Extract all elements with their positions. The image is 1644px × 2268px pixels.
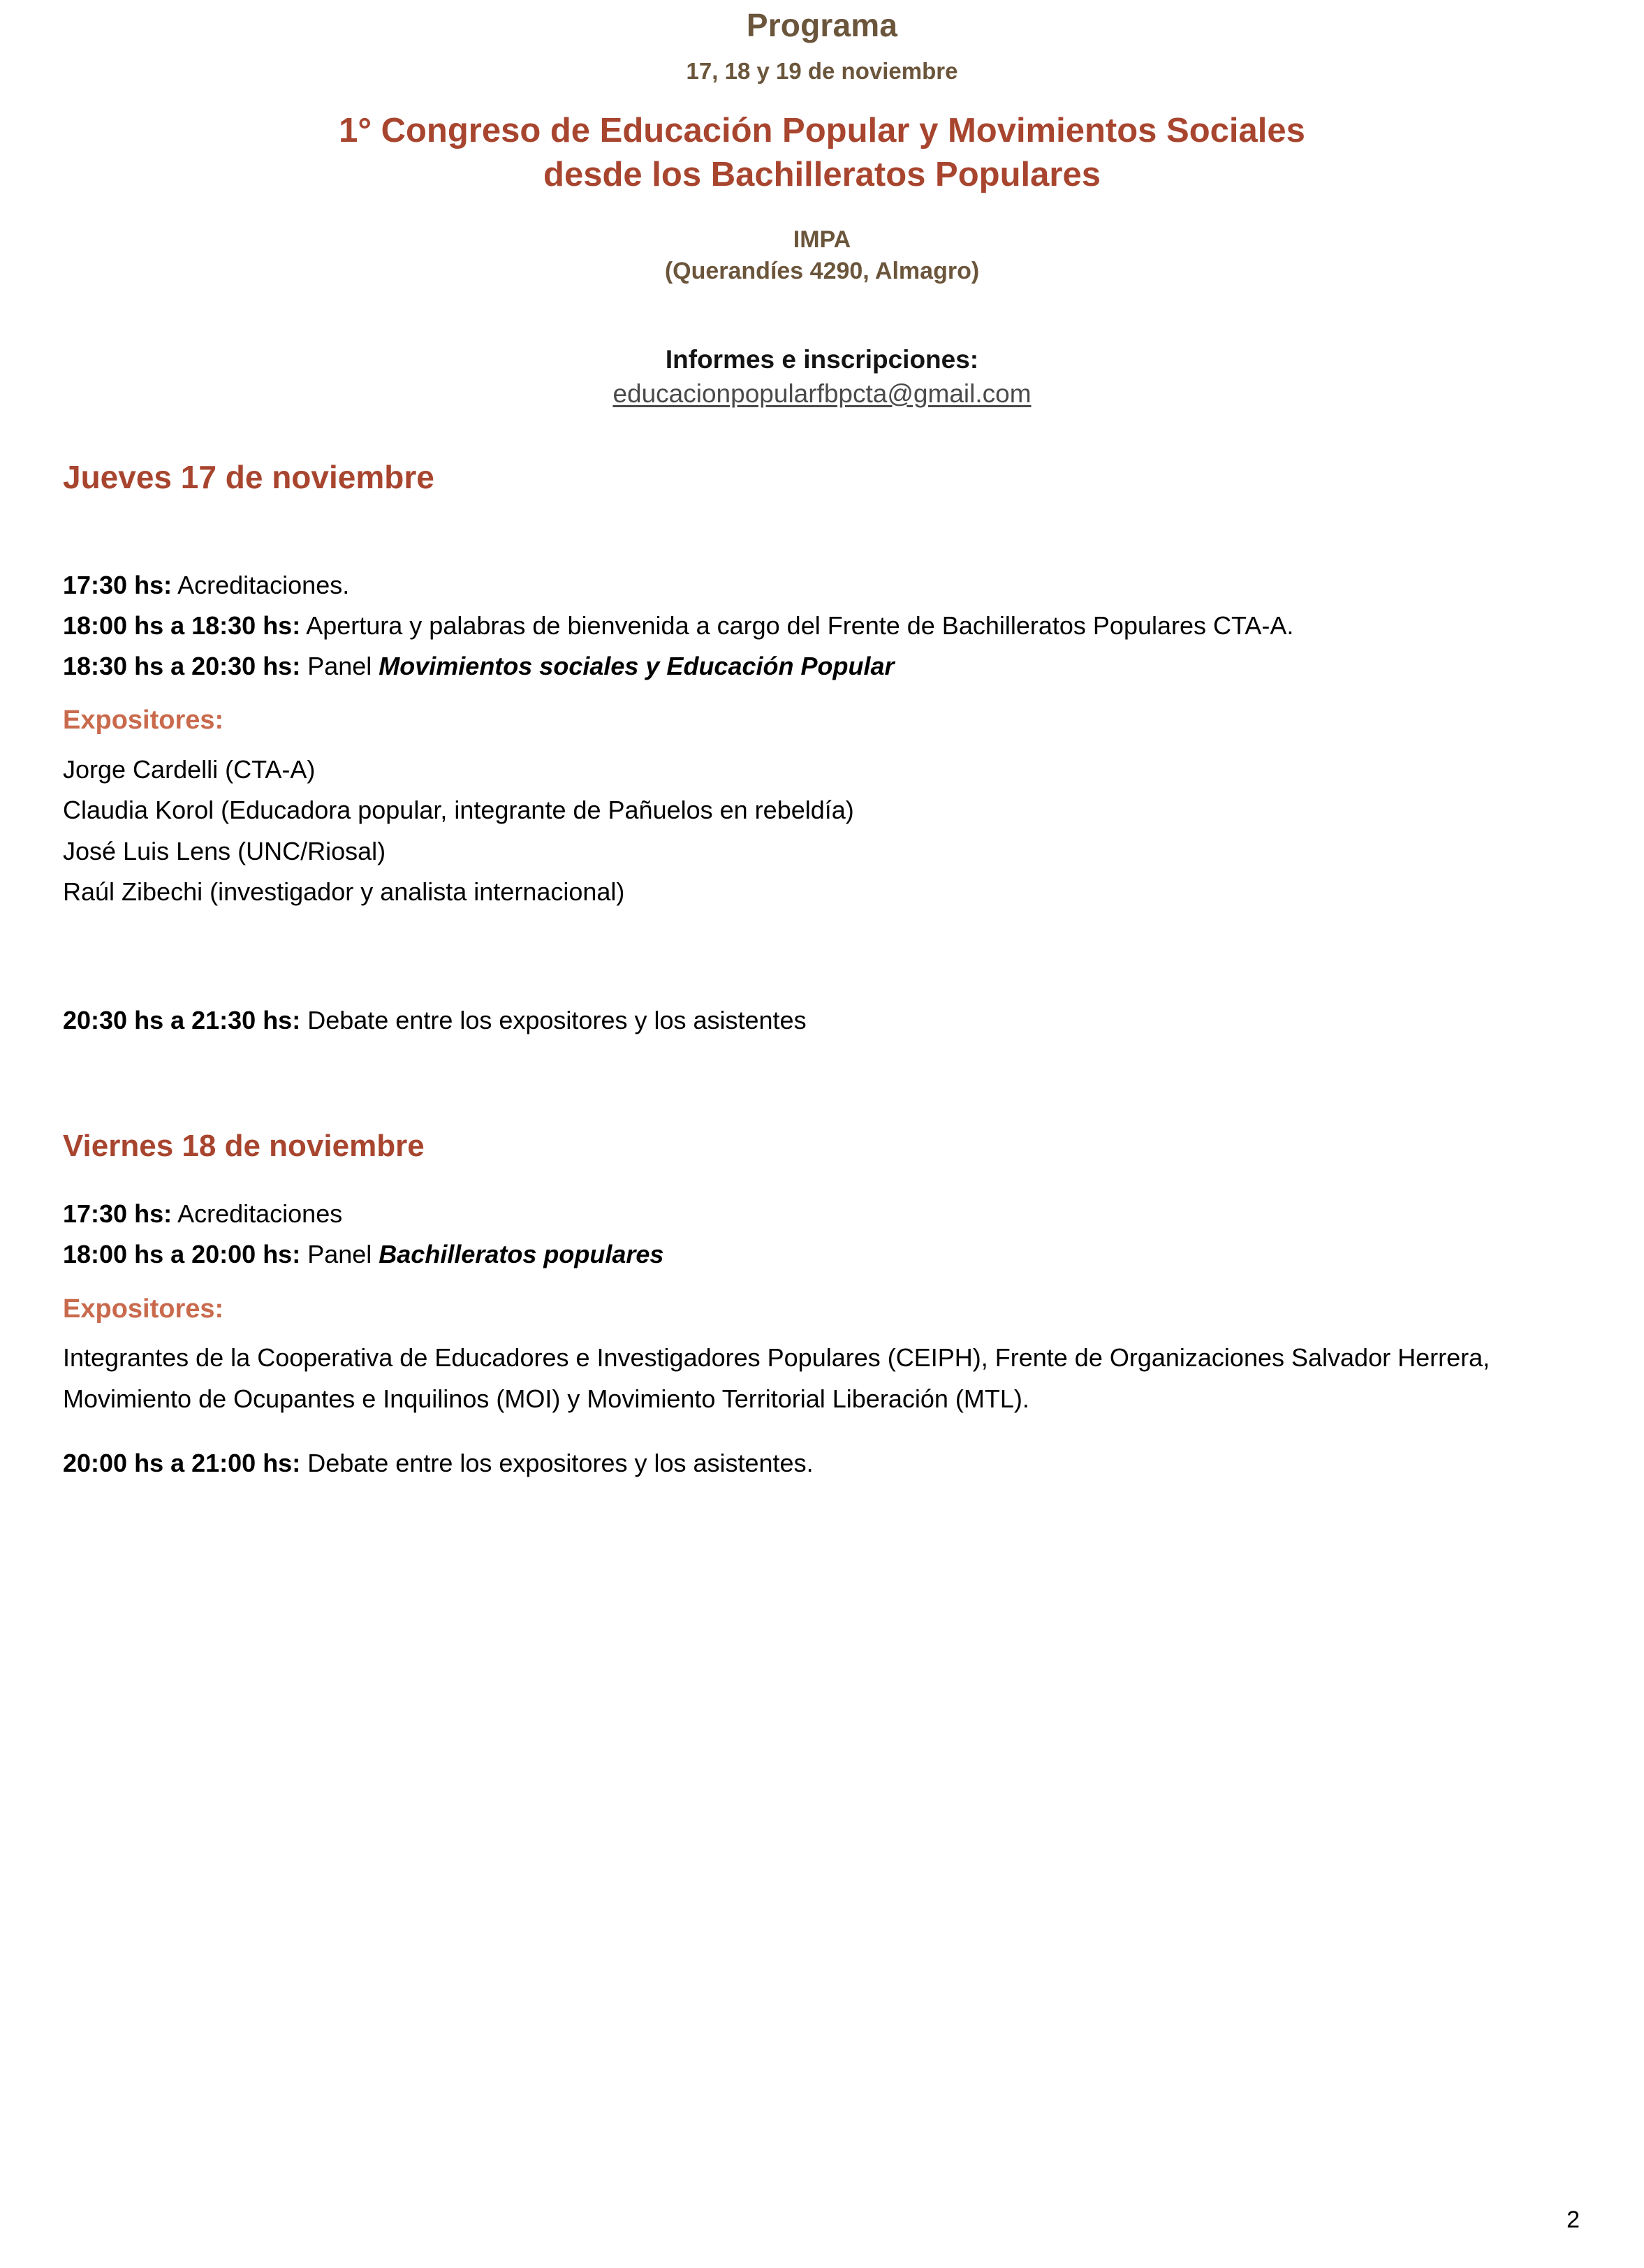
schedule-entry	[63, 646, 1581, 687]
venue-address: (Querandíes 4290, Almagro)	[664, 258, 980, 285]
expositores-label-viernes: Expositores:	[63, 1294, 224, 1324]
day-section-jueves	[63, 460, 1581, 1041]
expositor-item: Claudia Korol (Educadora popular, integrante de Pañuelos en rebeldía)	[63, 796, 854, 825]
congress-title-line1: 1° Congreso de Educación Popular y Movimientos Sociales	[339, 111, 1305, 149]
expositor-item: Jorge Cardelli (CTA-A)	[63, 755, 316, 784]
schedule-entry	[63, 1234, 1581, 1275]
day-heading-viernes: Viernes 18 de noviembre	[63, 1128, 425, 1163]
entry-panel-title: Bachilleratos populares	[379, 1240, 664, 1269]
schedule-entry	[63, 565, 1581, 606]
entry-time: 17:30 hs:	[63, 1199, 173, 1229]
expositores-label-jueves: Expositores:	[63, 705, 224, 736]
congress-title-line2: desde los Bachilleratos Populares	[543, 155, 1101, 193]
expositores-paragraph-viernes: Integrantes de la Cooperativa de Educadores e Investigadores Populares (CEIPH), Frente de Organizaciones Salvador Herrera, Movimiento de Ocupantes e Inquilinos (MOI) y Movimiento Territorial Liberación (MTL).	[63, 1343, 1490, 1413]
entry-text: Acreditaciones	[172, 1199, 343, 1229]
day-section-viernes	[63, 1129, 1581, 1484]
entry-text: Acreditaciones.	[172, 570, 350, 599]
contact-label: Informes e inscripciones:	[665, 345, 979, 374]
entry-text: Panel	[300, 1240, 379, 1269]
entry-time: 18:00 hs a 18:30 hs:	[63, 610, 301, 640]
contact-email-link[interactable]: educacionpopularfbpcta@gmail.com	[612, 379, 1032, 408]
congress-title	[0, 109, 1644, 196]
expositor-item: Raúl Zibechi (investigador y analista internacional)	[63, 877, 625, 906]
schedule-entry	[63, 1194, 1581, 1234]
entry-time: 18:30 hs a 20:30 hs:	[63, 652, 301, 681]
entry-time: 18:00 hs a 20:00 hs:	[63, 1240, 301, 1269]
entry-text: Apertura y palabras de bienvenida a cargo del Frente de Bachilleratos Populares CTA-A.	[300, 610, 1294, 640]
page-number: 2	[1566, 2207, 1580, 2233]
entry-time: 20:30 hs a 21:30 hs:	[63, 1006, 301, 1035]
venue-name: IMPA	[793, 226, 851, 254]
schedule-entry-closing	[63, 1000, 1581, 1041]
entry-text: Debate entre los expositores y los asistentes	[300, 1006, 807, 1035]
schedule-body	[0, 460, 1644, 1484]
entry-text: Debate entre los expositores y los asistentes.	[300, 1448, 814, 1477]
entry-time: 17:30 hs:	[63, 570, 173, 599]
entry-text: Panel	[300, 652, 379, 681]
entry-panel-title: Movimientos sociales y Educación Popular	[379, 652, 895, 681]
expositor-item: José Luis Lens (UNC/Riosal)	[63, 836, 386, 865]
header-dates: 17, 18 y 19 de noviembre	[686, 57, 958, 84]
page-title: Programa	[746, 7, 898, 43]
document-header	[0, 0, 1644, 409]
day-heading-jueves: Jueves 17 de noviembre	[63, 458, 434, 495]
entry-time: 20:00 hs a 21:00 hs:	[63, 1448, 301, 1477]
schedule-entry	[63, 606, 1581, 646]
schedule-entry-closing	[63, 1443, 1581, 1484]
